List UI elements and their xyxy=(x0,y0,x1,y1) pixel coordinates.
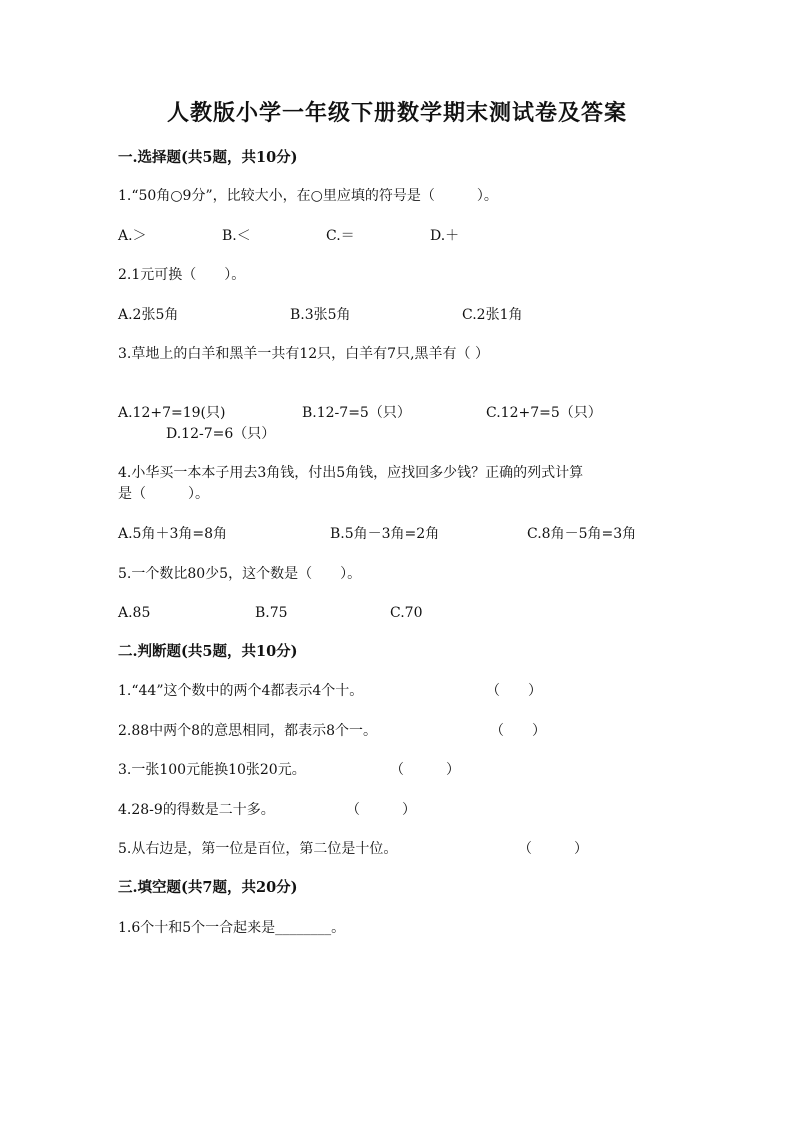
option-a: A.＞ xyxy=(118,228,147,244)
option-c: C.12+7=5（只） xyxy=(486,405,602,421)
section-heading-fill-in: 三.填空题(共7题，共20分) xyxy=(118,879,298,896)
question-text: 3.一张100元能换10张20元。 xyxy=(118,762,306,778)
question-text: 3.草地上的白羊和黑羊一共有12只，白羊有7只,黑羊有（ ） xyxy=(118,346,489,362)
option-b: B.3张5角 xyxy=(290,307,351,323)
option-c: C.＝ xyxy=(326,228,355,244)
question-text: 2.1元可换（ ）。 xyxy=(118,267,246,283)
option-c: C.70 xyxy=(390,605,423,621)
question-text: 2.88中两个8的意思相同，都表示8个一。 xyxy=(118,723,377,739)
option-d: D.12-7=6（只） xyxy=(166,426,276,442)
question-text: 4.小华买一本本子用去3角钱，付出5角钱，应找回多少钱？正确的列式计算 xyxy=(118,465,584,481)
option-b: B.12-7=5（只） xyxy=(302,405,411,421)
question-text-continued: 是（ ）。 xyxy=(118,486,209,502)
option-c: C.2张1角 xyxy=(462,307,523,323)
section-heading-choice: 一.选择题(共5题，共10分) xyxy=(118,149,298,166)
section-heading-judgement: 二.判断题(共5题，共10分) xyxy=(118,643,298,660)
option-b: B.5角－3角=2角 xyxy=(330,526,440,542)
option-b: B.＜ xyxy=(222,228,251,244)
option-a: A.85 xyxy=(118,605,151,621)
option-a: A.12+7=19(只) xyxy=(118,405,226,421)
answer-parentheses: （ ） xyxy=(490,723,546,739)
answer-parentheses: （ ） xyxy=(518,841,588,857)
page-title: 人教版小学一年级下册数学期末测试卷及答案 xyxy=(166,100,627,126)
question-text: 4.28-9的得数是二十多。 xyxy=(118,802,275,818)
option-b: B.75 xyxy=(255,605,288,621)
answer-parentheses: （ ） xyxy=(390,762,460,778)
option-a: A.2张5角 xyxy=(118,307,179,323)
question-text: 1.“50角○9分”，比较大小，在○里应填的符号是（ ）。 xyxy=(118,188,498,204)
option-d: D.＋ xyxy=(430,228,460,244)
question-text: 1.“44”这个数中的两个4都表示4个十。 xyxy=(118,683,364,699)
question-text: 5.一个数比80少5，这个数是（ ）。 xyxy=(118,566,362,582)
question-text: 1.6个十和5个一合起来是________。 xyxy=(118,920,346,936)
answer-parentheses: （ ） xyxy=(346,802,416,818)
answer-parentheses: （ ） xyxy=(486,683,542,699)
option-a: A.5角＋3角=8角 xyxy=(118,526,228,542)
option-c: C.8角－5角=3角 xyxy=(527,526,637,542)
question-text: 5.从右边是，第一位是百位，第二位是十位。 xyxy=(118,841,398,857)
